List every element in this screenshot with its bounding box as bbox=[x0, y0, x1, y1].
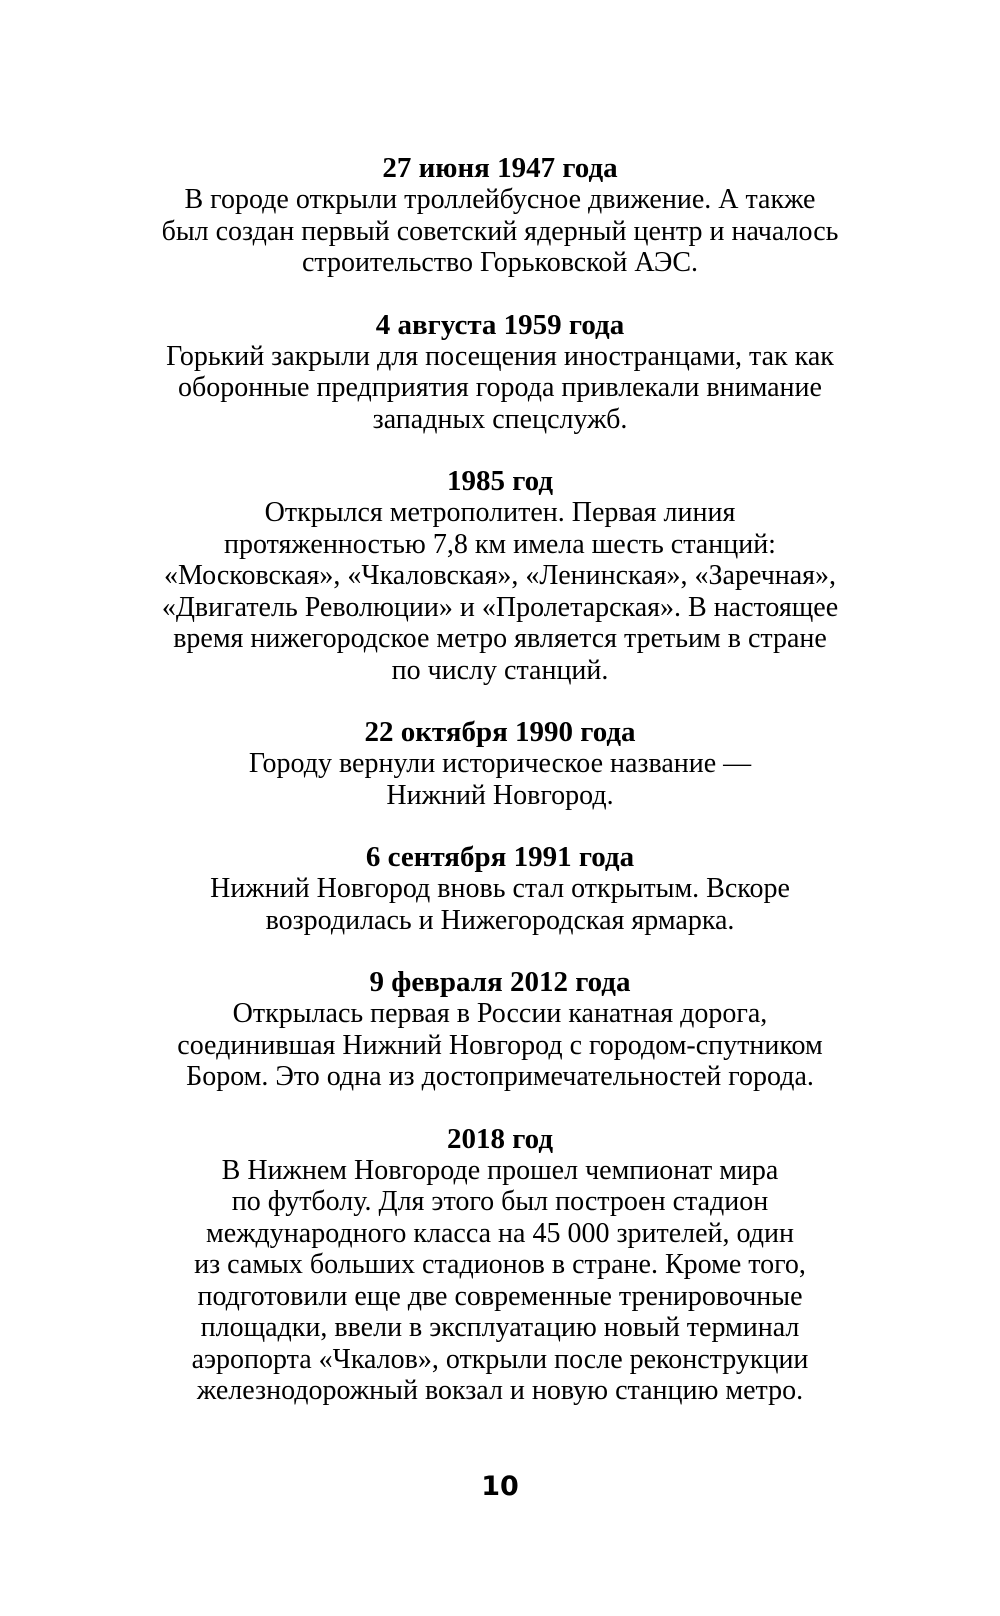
timeline-entry bbox=[150, 841, 850, 936]
page-number: 10 bbox=[481, 1471, 519, 1502]
entry-text bbox=[150, 873, 850, 936]
entry-text-line: западных спецслужб. bbox=[372, 403, 628, 435]
entry-date: 22 октября 1990 года bbox=[364, 716, 636, 748]
timeline-entry bbox=[150, 152, 850, 279]
entry-date: 1985 год bbox=[446, 465, 554, 497]
entry-text-line: Городу вернули историческое название — bbox=[248, 748, 752, 779]
entry-text bbox=[150, 748, 850, 811]
entry-text-line: «Московская», «Чкаловская», «Ленинская», «Заречная», bbox=[163, 560, 837, 591]
timeline-entry bbox=[150, 309, 850, 436]
entry-text-line: строительство Горьковской АЭС. bbox=[301, 247, 699, 278]
entry-text-line: был создан первый советский ядерный центр и началось bbox=[161, 215, 839, 247]
entry-text bbox=[150, 497, 850, 686]
entry-text-line: Бором. Это одна из достопримечательностей города. bbox=[186, 1061, 814, 1092]
entry-text-line: соединившая Нижний Новгород с городом-спутником bbox=[177, 1029, 823, 1061]
entry-text bbox=[150, 184, 850, 279]
entry-text-line: Открылась первая в России канатная дорога, bbox=[232, 998, 768, 1029]
entry-text-line: В Нижнем Новгороде прошел чемпионат мира bbox=[221, 1154, 779, 1186]
entry-text-line: «Двигатель Революции» и «Пролетарская». В настоящее bbox=[161, 591, 839, 623]
entry-date: 6 сентября 1991 года bbox=[365, 841, 635, 873]
entry-text-line: оборонные предприятия города привлекали внимание bbox=[178, 372, 822, 403]
entry-text-line: время нижегородское метро является третьим в стране bbox=[173, 623, 827, 654]
entry-text-line: железнодорожный вокзал и новую станцию метро. bbox=[196, 1375, 804, 1406]
entry-text bbox=[150, 1155, 850, 1407]
entry-text-line: Горький закрыли для посещения иностранцами, так как bbox=[166, 340, 834, 372]
entry-text-line: подготовили еще две современные тренировочные bbox=[197, 1280, 803, 1312]
entry-text-line: Нижний Новгород. bbox=[386, 779, 614, 811]
entry-text-line: международного класса на 45 000 зрителей, один bbox=[206, 1217, 794, 1249]
entry-text bbox=[150, 341, 850, 436]
entry-text-line: Нижний Новгород вновь стал открытым. Вскоре bbox=[210, 873, 790, 904]
entry-date: 4 августа 1959 года bbox=[375, 308, 625, 341]
entry-text-line: В городе открыли троллейбусное движение. А также bbox=[184, 184, 816, 215]
timeline-entry bbox=[150, 465, 850, 686]
entry-text-line: по футболу. Для этого был построен стадион bbox=[231, 1186, 769, 1217]
entry-date: 9 февраля 2012 года bbox=[369, 966, 631, 998]
entry-text-line: возродилась и Нижегородская ярмарка. bbox=[265, 904, 735, 936]
entry-text-line: Открылся метрополитен. Первая линия bbox=[264, 497, 736, 528]
entry-text-line: протяженностью 7,8 км имела шесть станций: bbox=[224, 528, 776, 560]
entry-text-line: площадки, ввели в эксплуатацию новый терминал bbox=[200, 1312, 800, 1343]
entry-date: 27 июня 1947 года bbox=[382, 152, 618, 184]
timeline bbox=[150, 152, 850, 1437]
entry-text bbox=[150, 998, 850, 1093]
timeline-entry bbox=[150, 966, 850, 1093]
entry-text-line: из самых больших стадионов в стране. Кроме того, bbox=[194, 1249, 806, 1280]
entry-text-line: по числу станций. bbox=[391, 654, 609, 686]
entry-text-line: аэропорта «Чкалов», открыли после реконструкции bbox=[191, 1343, 809, 1375]
timeline-entry bbox=[150, 716, 850, 811]
timeline-entry bbox=[150, 1123, 850, 1407]
entry-date: 2018 год bbox=[446, 1122, 554, 1155]
